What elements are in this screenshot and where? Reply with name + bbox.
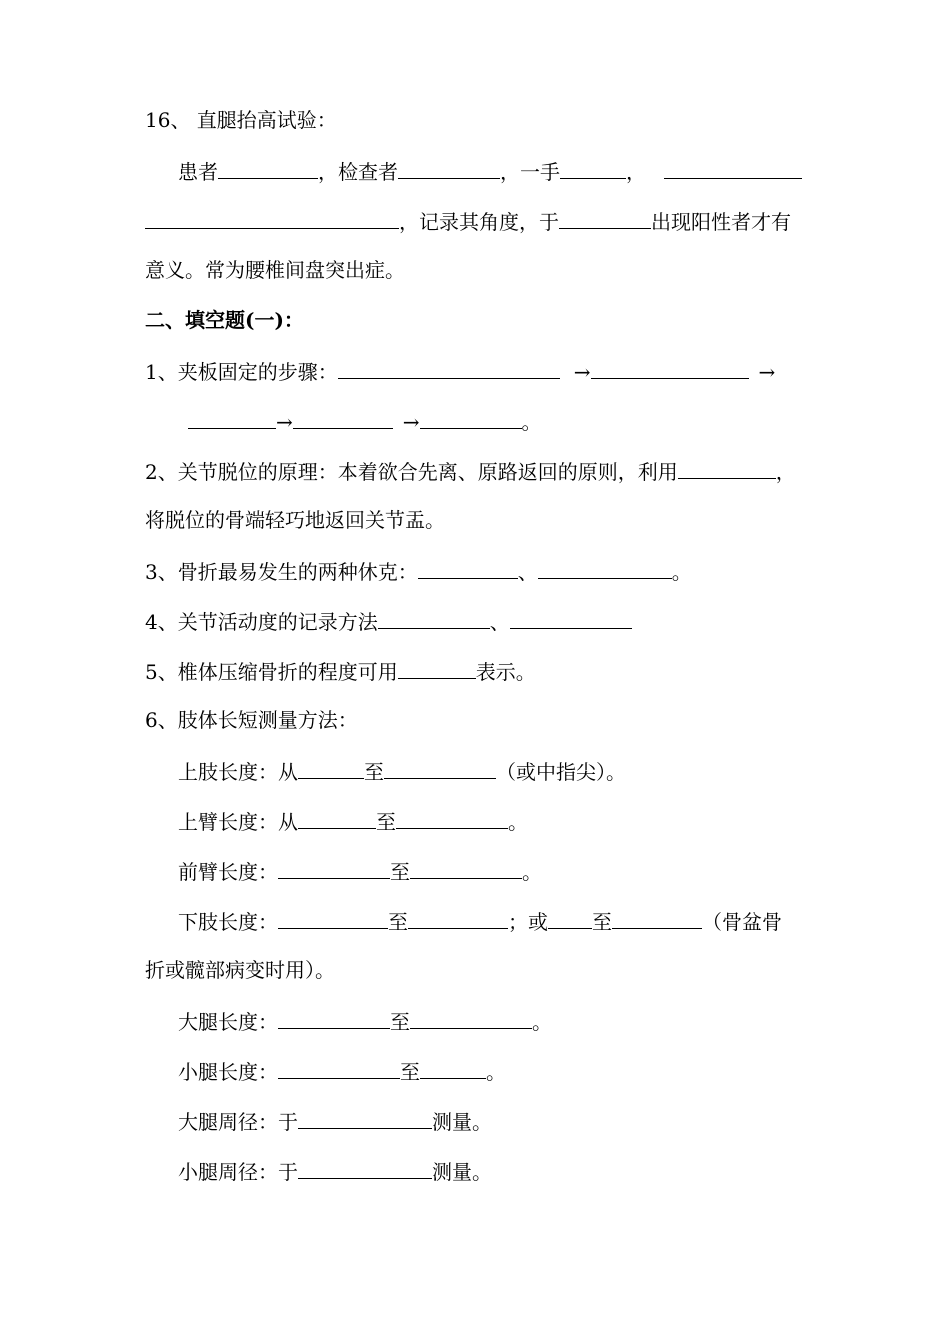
blank[interactable]: [591, 356, 749, 379]
blank[interactable]: [378, 606, 490, 629]
q6-title: 6、肢体长短测量方法：: [145, 708, 358, 732]
q6-forearm: 前臂长度： 至 。: [178, 856, 542, 884]
blank[interactable]: [396, 806, 508, 829]
q5-line: 5、椎体压缩骨折的程度可用 表示。: [145, 656, 536, 684]
blank[interactable]: [420, 1056, 486, 1079]
arrow-icon: →: [758, 360, 776, 384]
blank[interactable]: [278, 906, 388, 929]
section-title: 二、填空题(一)：: [145, 308, 304, 332]
blank[interactable]: [338, 356, 560, 379]
q2-line1: 2、关节脱位的原理：本着欲合先离、原路返回的原则，利用 ，: [145, 456, 796, 484]
blank[interactable]: [548, 906, 592, 929]
blank[interactable]: [410, 1006, 532, 1029]
blank[interactable]: [298, 756, 364, 779]
q1-line2: → → 。: [188, 406, 542, 434]
q6-calf: 小腿长度： 至 。: [178, 1056, 506, 1084]
blank[interactable]: [510, 606, 632, 629]
q6-thigh-circ: 大腿周径：于 测量。: [178, 1106, 492, 1134]
blank[interactable]: [293, 406, 393, 429]
blank[interactable]: [384, 756, 496, 779]
q1-line1: 1、夹板固定的步骤： → →: [145, 356, 775, 384]
blank[interactable]: [298, 1156, 432, 1179]
q16-line3: 意义。常为腰椎间盘突出症。: [145, 258, 405, 282]
q3-line: 3、骨折最易发生的两种休克： 、 。: [145, 556, 692, 584]
blank[interactable]: [398, 656, 476, 679]
blank[interactable]: [188, 406, 276, 429]
blank[interactable]: [410, 856, 522, 879]
blank[interactable]: [408, 906, 508, 929]
blank[interactable]: [298, 1106, 432, 1129]
blank[interactable]: [538, 556, 672, 579]
q6-lower-limb: 下肢长度： 至 ；或 至 （骨盆骨: [178, 906, 782, 934]
q16-line2: ，记录其角度，于 出现阳性者才有: [145, 206, 791, 234]
q6-upper-arm: 上臂长度：从 至 。: [178, 806, 528, 834]
q6-upper-limb: 上肢长度：从 至 （或中指尖）。: [178, 756, 626, 784]
blank[interactable]: [678, 456, 776, 479]
arrow-icon: →: [573, 360, 591, 384]
blank[interactable]: [278, 856, 390, 879]
q4-line: 4、关节活动度的记录方法 、: [145, 606, 632, 634]
blank[interactable]: [145, 206, 399, 229]
q6-lower-limb-cont: 折或髋部病变时用）。: [145, 958, 335, 982]
q2-line2: 将脱位的骨端轻巧地返回关节盂。: [145, 508, 445, 532]
blank[interactable]: [560, 156, 626, 179]
blank[interactable]: [559, 206, 651, 229]
blank[interactable]: [420, 406, 522, 429]
arrow-icon: →: [402, 410, 420, 434]
q6-calf-circ: 小腿周径：于 测量。: [178, 1156, 492, 1184]
blank[interactable]: [664, 156, 802, 179]
blank[interactable]: [298, 806, 376, 829]
q6-thigh: 大腿长度： 至 。: [178, 1006, 552, 1034]
q16-line1: 患者 ，检查者 ，一手 ，: [178, 156, 802, 184]
blank[interactable]: [278, 1006, 390, 1029]
q16-title: 16、 直腿抬高试验：: [145, 108, 337, 132]
arrow-icon: →: [276, 410, 293, 434]
blank[interactable]: [418, 556, 518, 579]
blank[interactable]: [398, 156, 500, 179]
blank[interactable]: [612, 906, 702, 929]
blank[interactable]: [278, 1056, 400, 1079]
blank[interactable]: [218, 156, 318, 179]
